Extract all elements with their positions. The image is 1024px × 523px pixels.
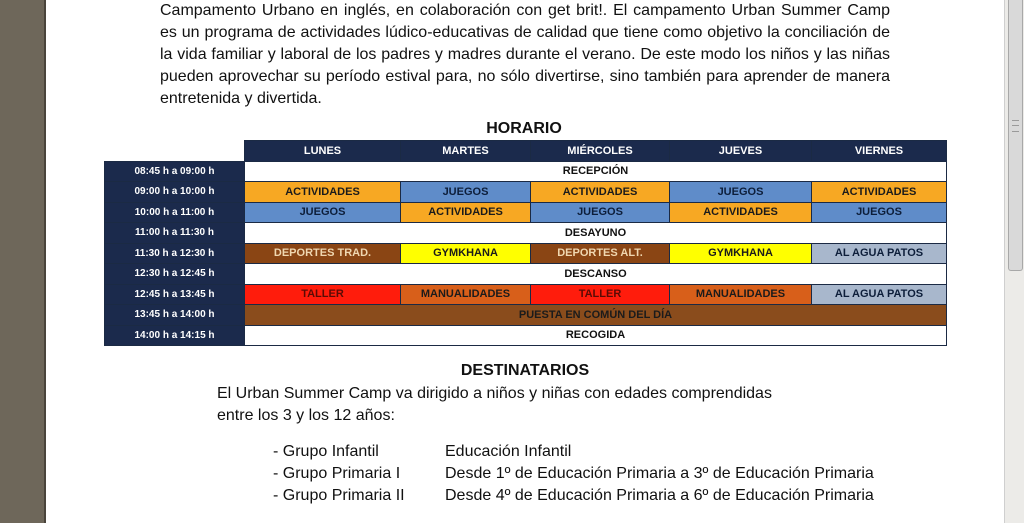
intro-paragraph <box>160 0 890 110</box>
schedule-table <box>104 140 947 346</box>
group-name: - Grupo Primaria I <box>273 465 401 482</box>
activity-cell: DEPORTES ALT. <box>531 243 670 264</box>
schedule-title: HORARIO <box>486 120 562 137</box>
schedule-row <box>105 305 947 326</box>
activity-cell: ACTIVIDADES <box>812 182 947 203</box>
activity-cell: MANUALIDADES <box>401 284 531 305</box>
activity-cell: DEPORTES TRAD. <box>245 243 401 264</box>
activity-cell: JUEGOS <box>401 182 531 203</box>
schedule-body <box>105 161 947 346</box>
activity-cell: GYMKHANA <box>670 243 812 264</box>
activity-cell: ACTIVIDADES <box>531 182 670 203</box>
time-slot-cell: 10:00 h a 11:00 h <box>105 202 245 223</box>
group-description: Desde 1º de Educación Primaria a 3º de Educación Primaria <box>445 465 874 482</box>
scrollbar-thumb[interactable] <box>1008 0 1023 271</box>
activity-cell: ACTIVIDADES <box>670 202 812 223</box>
activity-cell: ACTIVIDADES <box>401 202 531 223</box>
window-frame-left <box>0 0 46 523</box>
schedule-row <box>105 223 947 244</box>
group-name: - Grupo Primaria II <box>273 487 405 504</box>
destinatarios-title: DESTINATARIOS <box>460 362 590 379</box>
group-description: Educación Infantil <box>445 443 572 460</box>
group-description: Desde 4º de Educación Primaria a 6º de Educación Primaria <box>445 487 874 504</box>
schedule-block-cell: RECOGIDA <box>245 325 947 346</box>
day-header-miercoles: MIÉRCOLES <box>531 141 670 162</box>
schedule-row <box>105 264 947 285</box>
time-slot-cell: 11:30 h a 12:30 h <box>105 243 245 264</box>
day-header-jueves: JUEVES <box>670 141 812 162</box>
intro-line: entretenida y divertida. <box>160 90 322 107</box>
intro-line: un programa de actividades lúdico-educativas de calidad que tiene como objetivo la conciliación de la <box>160 24 890 63</box>
time-slot-cell: 11:00 h a 11:30 h <box>105 223 245 244</box>
activity-cell: MANUALIDADES <box>670 284 812 305</box>
destinatarios-paragraph <box>217 383 817 427</box>
activity-cell: AL AGUA PATOS <box>812 284 947 305</box>
activity-cell: ACTIVIDADES <box>245 182 401 203</box>
day-header-viernes: VIERNES <box>812 141 947 162</box>
schedule-row <box>105 325 947 346</box>
activity-cell: JUEGOS <box>812 202 947 223</box>
day-header-martes: MARTES <box>401 141 531 162</box>
time-slot-cell: 08:45 h a 09:00 h <box>105 161 245 182</box>
destinatarios-line: entre los 3 y los 12 años: <box>217 407 395 424</box>
time-slot-cell: 09:00 h a 10:00 h <box>105 182 245 203</box>
schedule-row <box>105 182 947 203</box>
activity-cell: TALLER <box>245 284 401 305</box>
schedule-row <box>105 243 947 264</box>
schedule-corner-cell <box>105 141 245 162</box>
time-slot-cell: 14:00 h a 14:15 h <box>105 325 245 346</box>
group-name: - Grupo Infantil <box>273 443 379 460</box>
schedule-block-cell: DESCANSO <box>245 264 947 285</box>
destinatarios-line: El Urban Summer Camp va dirigido a niños y niñas con edades comprendidas <box>217 385 772 402</box>
intro-line: pueden aprovechar su período estival para, no sólo divertirse, sino también para aprender de manera <box>160 68 890 85</box>
schedule-row <box>105 161 947 182</box>
intro-line: Campamento Urbano en inglés, en colaboración con get brit!. El campamento Urban Summer Camp es <box>160 2 890 41</box>
time-slot-cell: 12:45 h a 13:45 h <box>105 284 245 305</box>
activity-cell: JUEGOS <box>670 182 812 203</box>
schedule-block-cell: RECEPCIÓN <box>245 161 947 182</box>
activity-cell: JUEGOS <box>245 202 401 223</box>
vertical-scrollbar[interactable] <box>1004 0 1024 523</box>
intro-line: vida familiar y laboral de los padres y madres durante el verano. De este modo los niños y las niñas <box>177 46 890 63</box>
activity-cell: TALLER <box>531 284 670 305</box>
activity-cell: JUEGOS <box>531 202 670 223</box>
schedule-block-cell: PUESTA EN COMÚN DEL DÍA <box>245 305 947 326</box>
day-header-lunes: LUNES <box>245 141 401 162</box>
schedule-block-cell: DESAYUNO <box>245 223 947 244</box>
schedule-row <box>105 284 947 305</box>
time-slot-cell: 12:30 h a 12:45 h <box>105 264 245 285</box>
activity-cell: GYMKHANA <box>401 243 531 264</box>
schedule-row <box>105 202 947 223</box>
time-slot-cell: 13:45 h a 14:00 h <box>105 305 245 326</box>
schedule-header-row <box>105 141 947 162</box>
activity-cell: AL AGUA PATOS <box>812 243 947 264</box>
scrollbar-grip-icon <box>1012 120 1019 132</box>
